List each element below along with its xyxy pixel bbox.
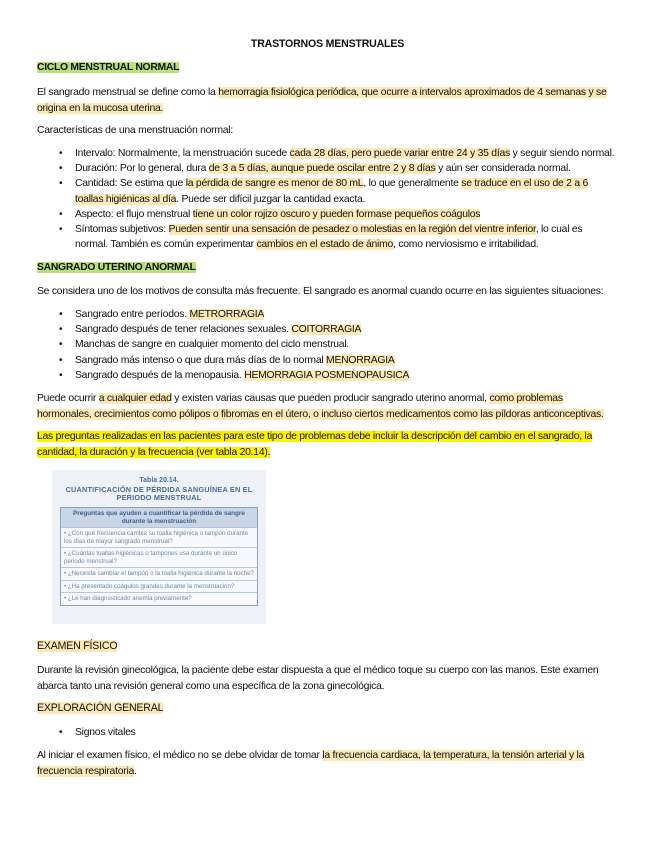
vitals-paragraph: Al iniciar el examen físico, el médico no se debe olvidar de tomar la frecuencia cardiaca, la temperatura, la tensión arterial y la frecuencia respiratoria. — [37, 750, 585, 777]
intro-paragraph — [37, 85, 617, 116]
table-header: Preguntas que ayuden a cuantificar la pérdida de sangre durante la menstruación — [61, 508, 257, 527]
document-title: TRASTORNOS MENSTRUALES — [250, 38, 405, 50]
section-heading-sangrado — [37, 262, 196, 273]
exploration-heading — [37, 702, 163, 714]
table-title: CUANTIFICACIÓN DE PÉRDIDA SANGUÍNEA EN EL PERIODO MENSTRUAL — [65, 484, 253, 502]
exam-paragraph: Durante la revisión ginecológica, la paciente debe estar dispuesta a que el médico toque su cuerpo con las manos. Este examen abarca tanto una revisión general como una específica de la zona ginecológica. — [37, 665, 599, 692]
table-row: • ¿Ha presentado coágulos grandes durante la menstruación? — [61, 580, 257, 593]
table-row: • ¿Le han diagnosticado anemia previamente? — [61, 592, 257, 605]
list-item: • Manchas de sangre en cualquier momento del ciclo menstrual. — [37, 337, 617, 352]
heading-highlight: SANGRADO UTERINO ANORMAL — [37, 262, 196, 273]
exam-heading-text: EXAMEN FÍSICO — [37, 640, 118, 652]
characteristics-list — [37, 146, 617, 252]
list-item: • Sangrado después de la menopausia. HEMORRAGIA POSMENOPAUSICA — [37, 368, 617, 383]
table-label: Tabla 20.14. — [139, 477, 179, 484]
list-item: • Sangrado después de tener relaciones sexuales. COITORRAGIA — [37, 322, 617, 337]
section-heading-ciclo — [37, 62, 179, 73]
list-item: • Aspecto: el flujo menstrual tiene un color rojizo oscuro y pueden formase pequeños coágulos — [37, 207, 617, 222]
intro-highlight: hemorragia fisiológica periódica, que ocurre a intervalos aproximados de 4 semanas y se origina en la mucosa uterina. — [37, 87, 607, 114]
exam-heading — [37, 640, 117, 652]
list-item: • Duración: Por lo general, dura de 3 a 5 días, aunque puede oscilar entre 2 y 8 días y aún ser considerada normal. — [37, 161, 617, 176]
table-row: • ¿Con qué frecuencia cambia su toalla higiénica o tampón durante los días de mayor sangrado menstrual? — [61, 527, 257, 547]
questions-highlight: Las preguntas realizadas en las pacientes para este tipo de problemas debe incluir la descripción del cambio en el sangrado, la cantidad, la duración y la frecuencia (ver tabla 20.14). — [37, 431, 593, 458]
heading-highlight: CICLO MENSTRUAL NORMAL — [37, 62, 180, 73]
list-item: • Síntomas subjetivos: Pueden sentir una sensación de pesadez o molestias en la región del vientre inferior, lo cual es normal. También es común experimentar cambios en el estado de ánimo, como nerviosismo e irritabilidad. — [37, 222, 617, 252]
list-item: • Sangrado más intenso o que dura más días de lo normal MENORRAGIA — [37, 353, 617, 368]
intro-text: El sangrado menstrual se define como la — [37, 87, 219, 98]
list-item: • Sangrado entre períodos. METRORRAGIA — [37, 307, 617, 322]
causes-paragraph: Puede ocurrir a cualquier edad y existen varias causas que pueden producir sangrado uterino anormal, como problemas hormonales, crecimientos como pólipos o fibromas en el útero, o incluso ciertos medicamentos como las píldoras anticonceptivas. — [37, 393, 604, 420]
vitals-list — [37, 725, 617, 740]
list-item: • Cantidad: Se estima que la pérdida de sangre es menor de 80 mL, lo que generalmente se traduce en el uso de 2 a 6 toallas higiénicas al día. Puede ser difícil juzgar la cantidad exacta. — [37, 176, 617, 206]
list-item: • Signos vitales — [37, 725, 617, 740]
table-20-14-image — [52, 470, 266, 624]
abnormal-bleeding-list — [37, 307, 617, 383]
questions-paragraph — [37, 429, 617, 460]
exploration-heading-text: EXPLORACIÓN GENERAL — [37, 702, 164, 714]
characteristics-label: Características de una menstruación normal: — [37, 125, 234, 136]
sangrado-intro: Se considera uno de los motivos de consulta más frecuente. El sangrado es anormal cuando ocurre en las siguientes situaciones: — [37, 286, 604, 297]
table-row: • ¿Cuántas toallas higiénicas o tampones usa durante un único periodo menstrual? — [61, 547, 257, 567]
list-item: • Intervalo: Normalmente, la menstruación sucede cada 28 días, pero puede variar entre 24 y 35 días y seguir siendo normal. — [37, 146, 617, 161]
table-box — [60, 507, 258, 606]
table-row: • ¿Necesita cambiar el tampón o la toalla higiénica durante la noche? — [61, 567, 257, 580]
